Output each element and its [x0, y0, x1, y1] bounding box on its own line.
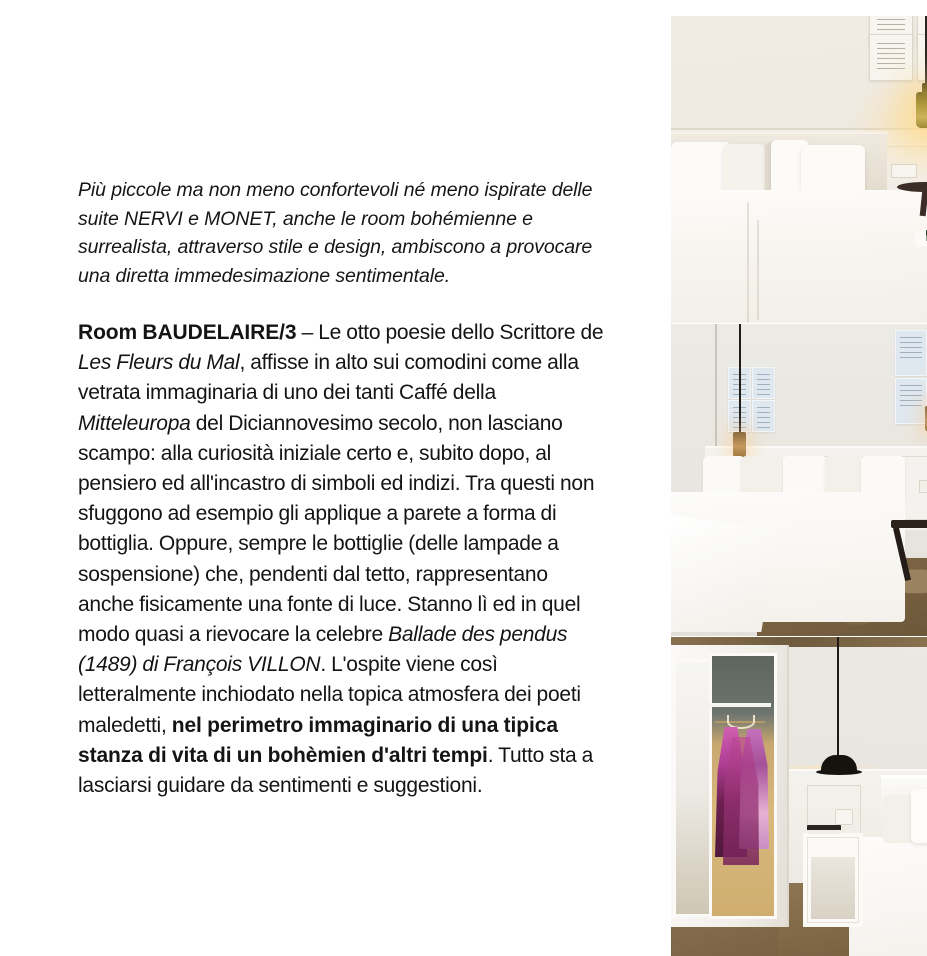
framed-poems-group: [728, 367, 774, 431]
books-on-nightstand: [807, 825, 841, 834]
text-column: [78, 176, 608, 801]
body-segment-1: – Le otto poesie dello Scrittore de: [296, 321, 604, 344]
work-title-ballade-des-pendus: Ballade des pendus (1489) di François VILLON: [78, 623, 568, 677]
wall-switch: [891, 164, 917, 178]
body-segment-3: del Diciannovesimo secolo, non lasciano scampo: alla curiosità iniziale certo e, subito dopo, al pensiero ed all'incastro di simboli ed indizi. Tra questi non sfuggono ad esempio gli applique a parete a forma di bottiglia. Oppure, sempre le bottiglie (delle lampade a sospensione) che, pendenti dal tetto, rappresentano anche fisicamente una fonte di luce. Stanno lì ed in quel modo quasi a rievocare la celebre: [78, 411, 595, 647]
photo-bed-with-framed-poems: [671, 16, 927, 323]
room-heading: Room BAUDELAIRE/3: [78, 321, 297, 344]
wall-socket: [835, 809, 853, 825]
framed-poems-group: [895, 330, 927, 422]
body-segment-5: . Tutto sta a lasciarsi guidare da sentimenti e suggestioni.: [78, 743, 594, 798]
pillow: [723, 144, 765, 196]
framed-poem: [752, 400, 775, 432]
framed-poem: [752, 367, 775, 399]
term-mitteleuropa: Mitteleuropa: [78, 411, 191, 435]
photo-1-scene: [671, 16, 927, 323]
photo-bedroom-side-view: [671, 324, 927, 636]
nightstand: [803, 833, 863, 927]
body-segment-4: . L'ospite viene così letteralmente inchiodato nella topica atmosfera dei poeti maledetti,: [78, 653, 581, 737]
framed-poems-group: [869, 16, 927, 96]
framed-poem: [895, 378, 927, 424]
sheet-crease: [757, 220, 759, 320]
room-description-paragraph: [78, 318, 608, 801]
body-segment-2: , affisse in alto sui comodini come alla vetrata immaginaria di uno dei tanti Caffé della: [78, 351, 579, 405]
pillow: [911, 789, 927, 843]
framed-poem: [869, 34, 913, 81]
framed-poem: [895, 330, 927, 376]
photo-wardrobe-with-dresses: [671, 637, 927, 956]
clothes-hanger: [727, 715, 755, 729]
pendant-lamp-cord: [837, 637, 839, 761]
photo-2-scene: [671, 324, 927, 636]
pendant-lamp-cord: [739, 324, 741, 436]
draped-sheet: [671, 514, 777, 632]
wall-corner-seam: [715, 324, 717, 454]
pillow: [671, 142, 731, 196]
photo-column: [631, 0, 927, 940]
bottle-pendant-lamp: [733, 432, 746, 458]
body-emphasis-run: nel perimetro immaginario di una tipica stanza di vita di un bohèmien d'altri tempi: [78, 713, 558, 767]
bowler-hat-pendant-lamp: [821, 755, 857, 773]
bed: [671, 190, 927, 323]
wardrobe-shelf: [709, 703, 771, 707]
wall-outlet: [919, 480, 927, 493]
photo-3-scene: [671, 637, 927, 956]
sheet-crease: [747, 202, 749, 322]
side-stool: [891, 520, 927, 528]
intro-paragraph: Più piccole ma non meno confortevoli né meno ispirate delle suite NERVI e MONET, anche le room bohémienne e surrealista, attraverso stile e design, ambiscono a provocare una diretta immedesimazione sentimentale.: [78, 179, 593, 287]
book-title-les-fleurs-du-mal: Les Fleurs du Mal: [78, 351, 240, 375]
bottle-pendant-lamp: [916, 92, 927, 128]
